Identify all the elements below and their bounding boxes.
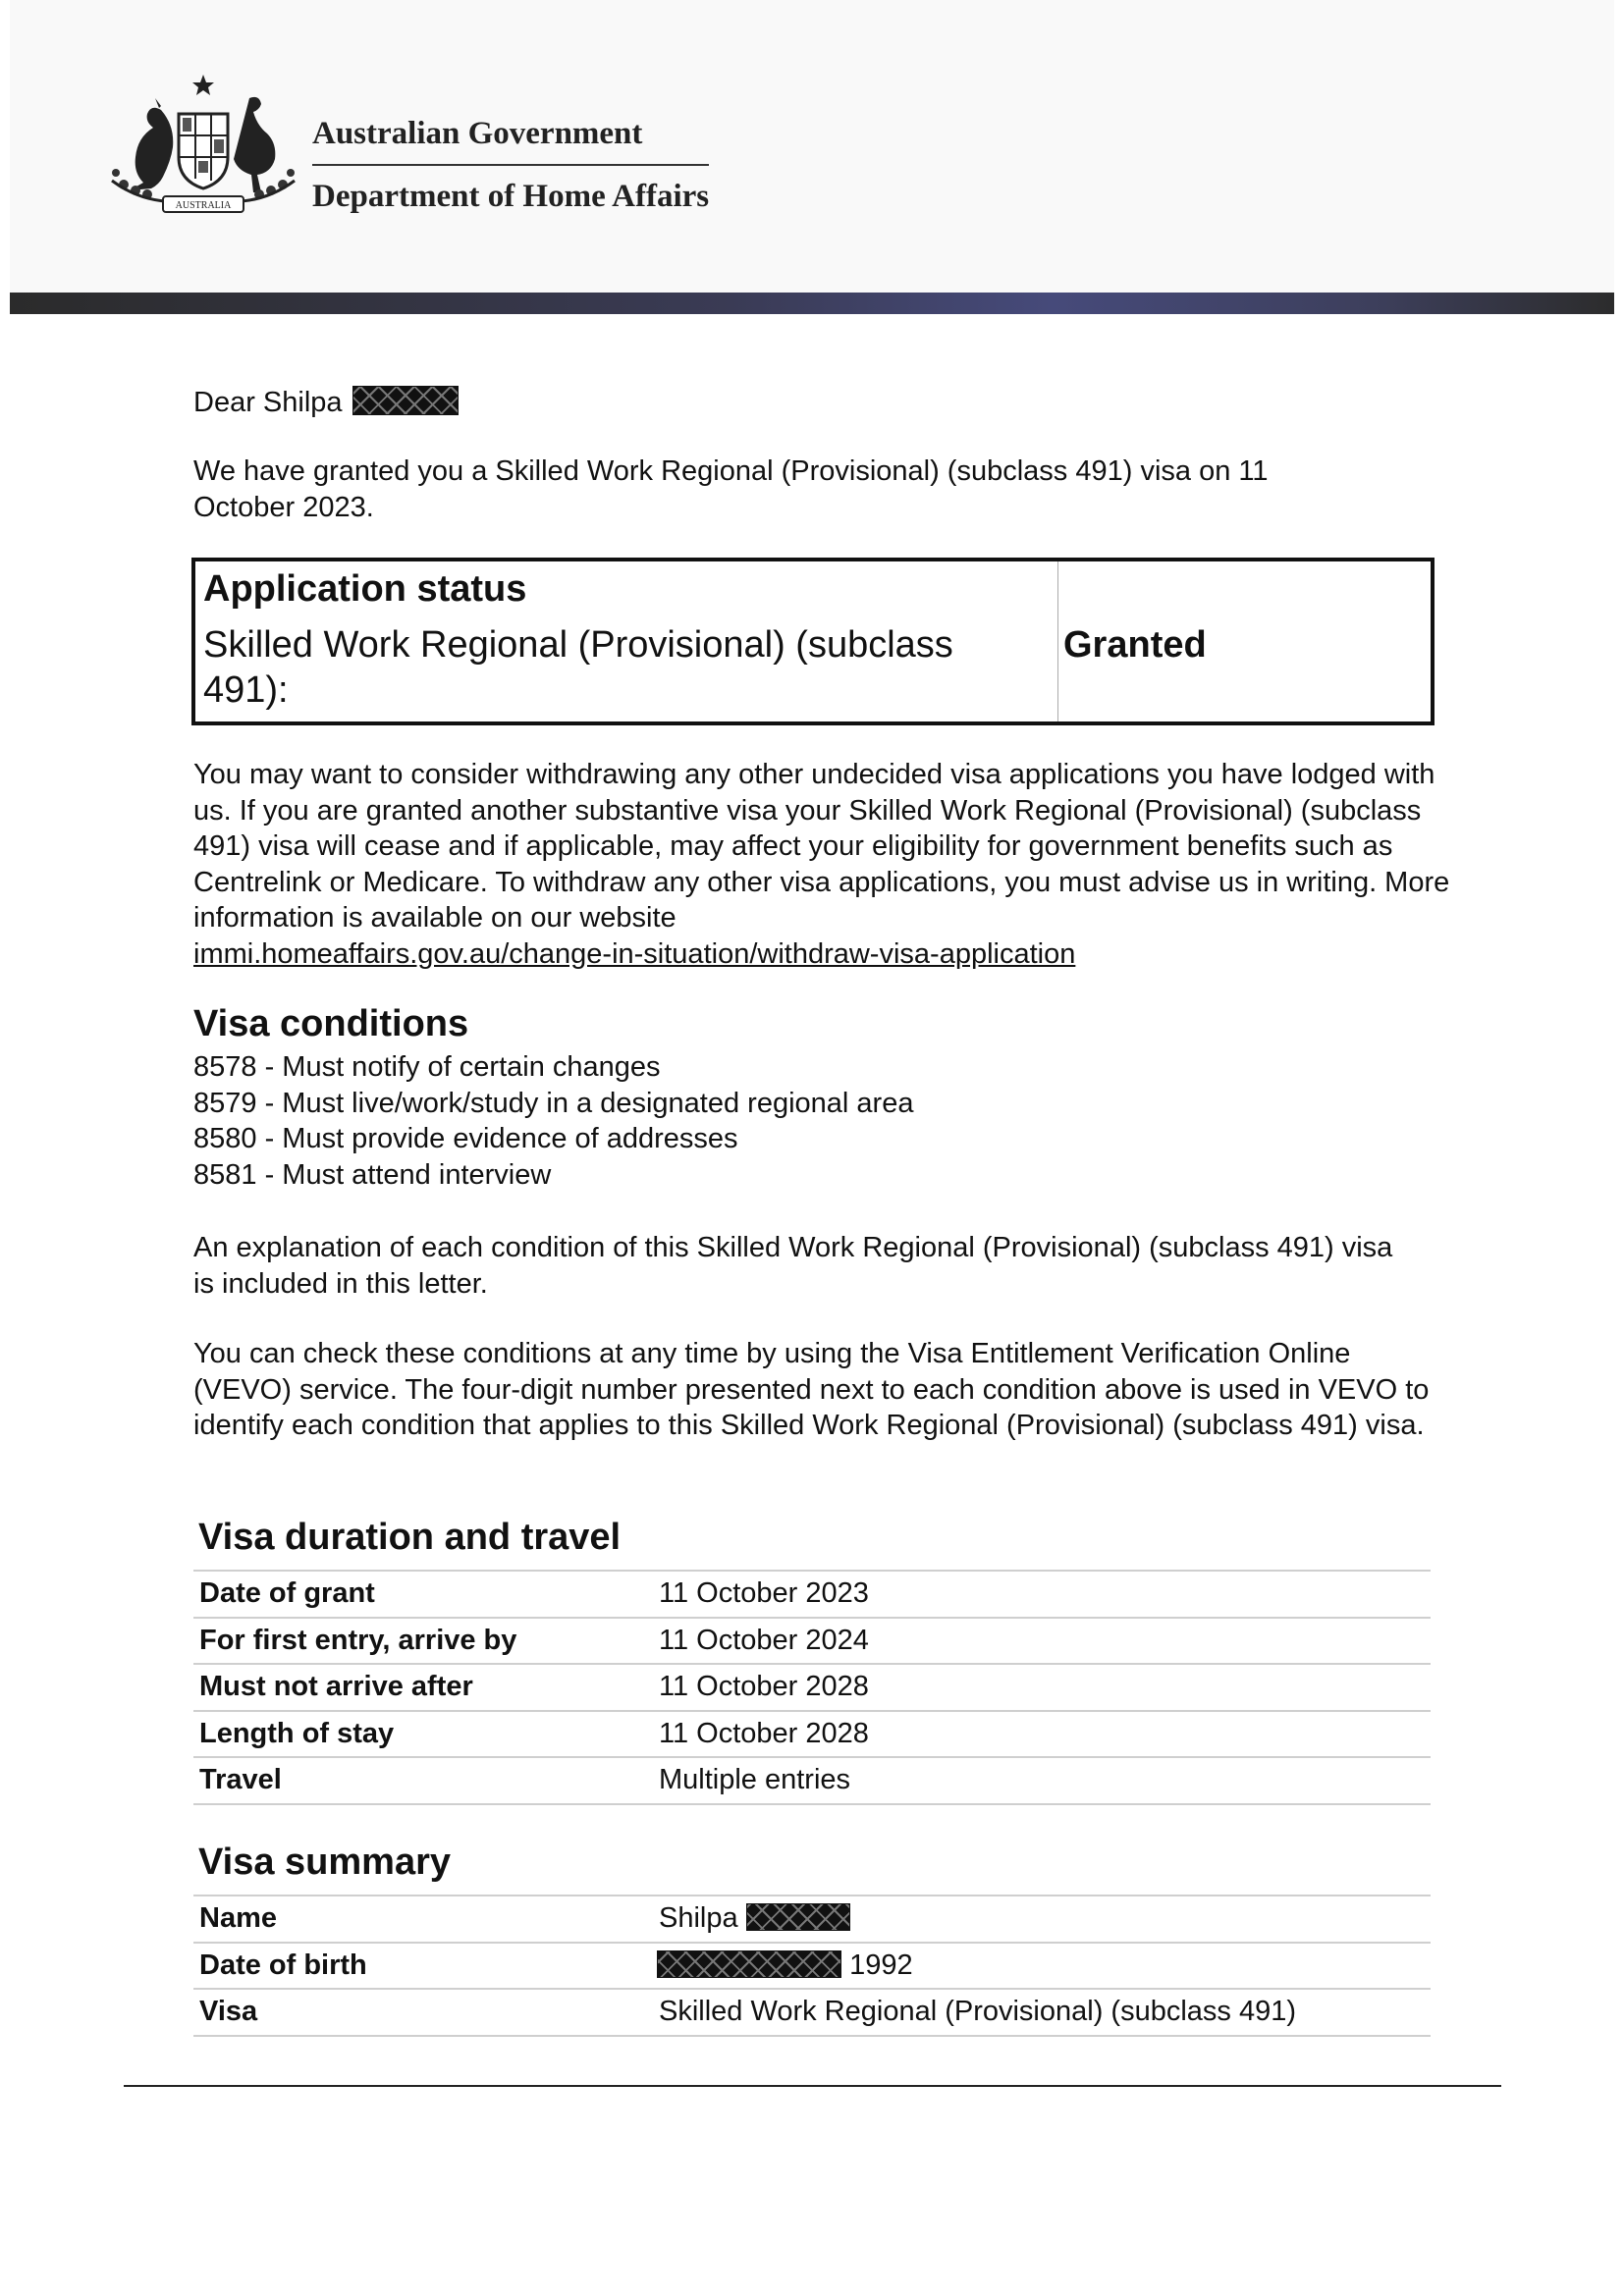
status-value: Granted bbox=[1063, 624, 1207, 666]
status-divider bbox=[1057, 561, 1058, 721]
table-row bbox=[193, 1664, 1431, 1711]
visa-duration-heading: Visa duration and travel bbox=[198, 1517, 622, 1558]
intro-paragraph: We have granted you a Skilled Work Regional (Provisional) (subclass 491) visa on 11 October 2023. bbox=[193, 455, 1269, 523]
condition-item: 8579 - Must live/work/study in a designated regional area bbox=[193, 1087, 914, 1119]
row-value bbox=[658, 1896, 1431, 1943]
row-value: 11 October 2023 bbox=[659, 1577, 869, 1610]
vevo-paragraph: You can check these conditions at any time by using the Visa Entitlement Verification Online (VEVO) service. The four-digit number presented next to each condition above is used in VEVO to identify each condition that applies to this Skilled Work Regional (Provisional) (subclass 491) visa. bbox=[193, 1338, 1430, 1441]
redaction-block bbox=[352, 386, 459, 415]
coat-of-arms-icon bbox=[102, 71, 304, 220]
row-value: 11 October 2028 bbox=[659, 1717, 869, 1749]
summary-name-value: Shilpa bbox=[659, 1902, 738, 1935]
row-value bbox=[658, 1943, 1431, 1990]
row-label: Travel bbox=[199, 1764, 282, 1796]
footer-divider bbox=[124, 2085, 1501, 2087]
svg-text:AUSTRALIA: AUSTRALIA bbox=[175, 200, 232, 211]
letterhead-divider bbox=[312, 164, 709, 166]
table-row bbox=[193, 1943, 1431, 1990]
row-label: Length of stay bbox=[199, 1717, 395, 1749]
row-label: Date of grant bbox=[199, 1577, 375, 1610]
visa-conditions-list bbox=[193, 1049, 1450, 1193]
status-title: Application status bbox=[203, 568, 527, 610]
row-value: Multiple entries bbox=[659, 1764, 851, 1796]
department-name: Department of Home Affairs bbox=[312, 179, 710, 214]
row-label: Must not arrive after bbox=[199, 1671, 473, 1703]
table-row bbox=[193, 1989, 1431, 2036]
row-label: Visa bbox=[199, 1996, 258, 2028]
table-row bbox=[193, 1757, 1431, 1804]
letterhead bbox=[10, 0, 1614, 294]
row-label: For first entry, arrive by bbox=[199, 1624, 517, 1656]
application-status-box bbox=[191, 558, 1435, 725]
visa-conditions-heading: Visa conditions bbox=[193, 1003, 469, 1044]
conditions-explanation: An explanation of each condition of this Skilled Work Regional (Provisional) (subclass 491) visa is included in this letter. bbox=[193, 1232, 1393, 1300]
status-label: Skilled Work Regional (Provisional) (subclass 491): bbox=[203, 624, 953, 711]
summary-dob-value: 1992 bbox=[849, 1949, 913, 1981]
row-value: 11 October 2024 bbox=[659, 1624, 869, 1656]
header-band bbox=[10, 293, 1614, 314]
table-row bbox=[193, 1571, 1431, 1618]
table-row bbox=[193, 1711, 1431, 1758]
redaction-block bbox=[657, 1950, 841, 1978]
withdraw-link[interactable]: immi.homeaffairs.gov.au/change-in-situation/withdraw-visa-application bbox=[193, 937, 1076, 970]
salutation: Dear Shilpa bbox=[193, 385, 1450, 421]
condition-item: 8578 - Must notify of certain changes bbox=[193, 1051, 661, 1083]
condition-item: 8581 - Must attend interview bbox=[193, 1158, 552, 1191]
row-value: Skilled Work Regional (Provisional) (subclass 491) bbox=[659, 1996, 1297, 2028]
row-value: 11 October 2028 bbox=[659, 1671, 869, 1703]
visa-duration-table bbox=[193, 1570, 1431, 1805]
government-name: Australian Government bbox=[312, 116, 643, 151]
condition-item: 8580 - Must provide evidence of addresses bbox=[193, 1123, 738, 1154]
withdraw-paragraph: You may want to consider withdrawing any other undecided visa applications you have lodged with us. If you are granted another substantive visa your Skilled Work Regional (Provisional) (subclass 491) visa will cease and if applicable, may affect your eligibility for government benefits such as Centrelink or Medicare. To withdraw any other visa applications, you must advise us in writing. More information is available on our website immi.homeaffairs.gov.au/change-in-situation/withdraw-visa-application bbox=[193, 759, 1450, 970]
table-row bbox=[193, 1896, 1431, 1943]
visa-summary-table bbox=[193, 1895, 1431, 2037]
redaction-block bbox=[746, 1903, 850, 1931]
row-label: Date of birth bbox=[199, 1949, 367, 1981]
visa-summary-heading: Visa summary bbox=[198, 1842, 452, 1883]
row-label: Name bbox=[199, 1902, 277, 1935]
table-row bbox=[193, 1618, 1431, 1665]
